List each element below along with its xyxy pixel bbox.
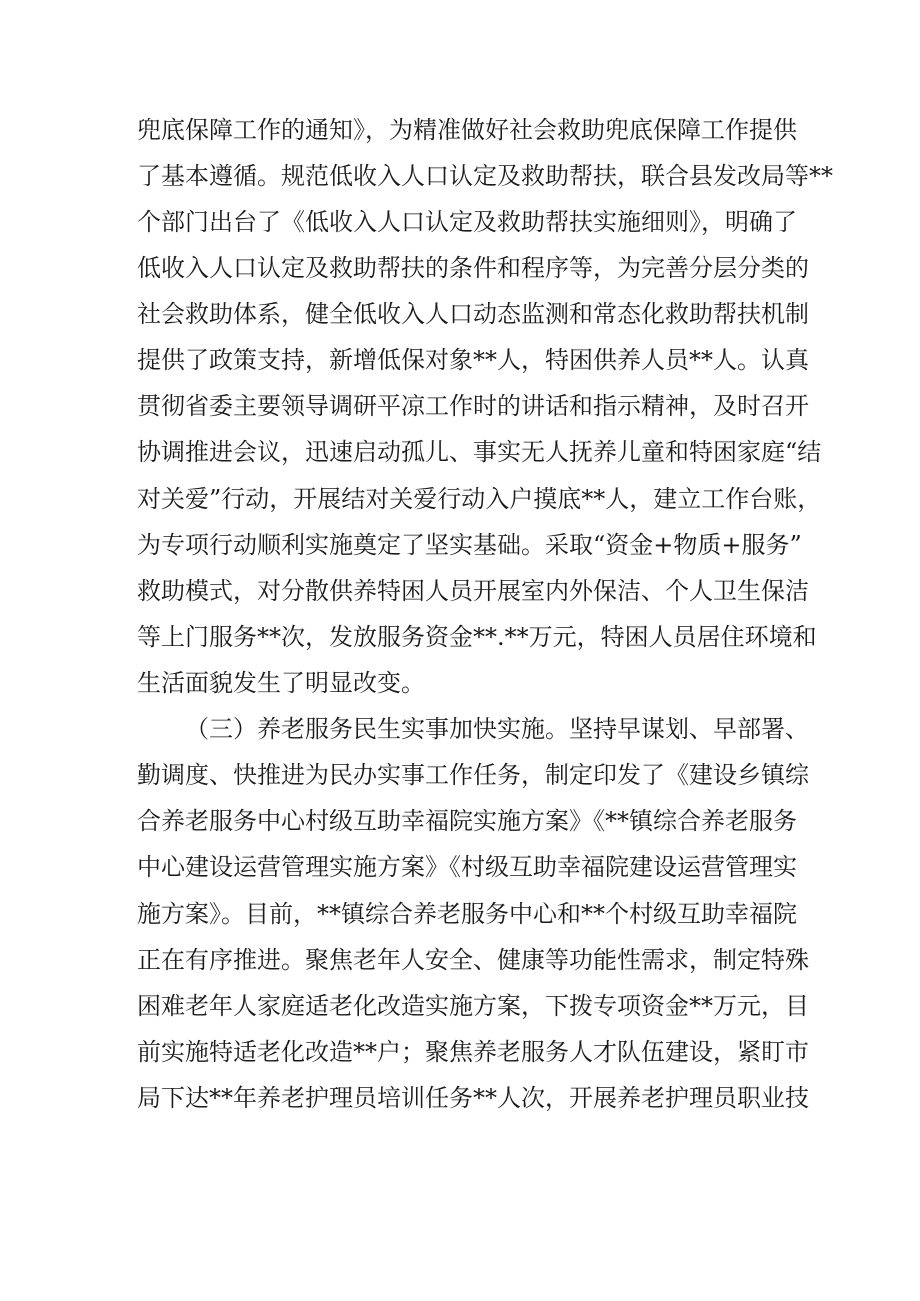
paragraph-2-line-3: 合养老服务中心村级互助幸福院实施方案》《**镇综合养老服务 bbox=[137, 807, 797, 835]
paragraph-2-line-9: 局下达**年养老护理员培训任务**人次，开展养老护理员职业技 bbox=[137, 1084, 809, 1112]
paragraph-1-line-5: 社会救助体系，健全低收入人口动态监测和常态化救助帮扶机制 bbox=[137, 300, 809, 328]
paragraph-1-line-11: 救助模式，对分散供养特困人员开展室内外保洁、个人卫生保洁 bbox=[137, 577, 809, 605]
paragraph-1-line-9: 对关爱”行动，开展结对关爱行动入户摸底**人，建立工作台账， bbox=[137, 485, 822, 513]
paragraph-1-line-2: 了基本遵循。规范低收入人口认定及救助帮扶，联合县发改局等** bbox=[137, 162, 833, 190]
paragraph-1-line-6: 提供了政策支持，新增低保对象**人，特困供养人员**人。认真 bbox=[137, 346, 809, 374]
paragraph-2-line-8: 前实施特适老化改造**户；聚焦养老服务人才队伍建设，紧盯市 bbox=[137, 1038, 809, 1066]
paragraph-2-line-5: 施方案》。目前，**镇综合养老服务中心和**个村级互助幸福院 bbox=[137, 900, 797, 928]
paragraph-1-line-8: 协调推进会议，迅速启动孤儿、事实无人抚养儿童和特困家庭“结 bbox=[137, 438, 822, 466]
paragraph-2-line-7: 困难老年人家庭适老化改造实施方案，下拨专项资金**万元，目 bbox=[137, 992, 809, 1020]
paragraph-1-line-7: 贯彻省委主要领导调研平凉工作时的讲话和指示精神，及时召开 bbox=[137, 392, 809, 420]
paragraph-2-line-2: 勤调度、快推进为民办实事工作任务，制定印发了《建设乡镇综 bbox=[137, 761, 809, 789]
paragraph-1-line-13: 生活面貌发生了明显改变。 bbox=[137, 669, 425, 697]
paragraph-1-line-12: 等上门服务**次，发放服务资金**.**万元，特困人员居住环境和 bbox=[137, 623, 817, 651]
paragraph-2-line-6: 正在有序推进。聚焦老年人安全、健康等功能性需求，制定特殊 bbox=[137, 946, 809, 974]
paragraph-1-line-1: 兜底保障工作的通知》，为精准做好社会救助兜底保障工作提供 bbox=[137, 116, 797, 144]
paragraph-1-line-10: 为专项行动顺利实施奠定了坚实基础。采取“资金+物质+服务” bbox=[137, 531, 802, 559]
paragraph-2-line-1: （三）养老服务民生实事加快实施。坚持早谋划、早部署、 bbox=[185, 715, 809, 743]
paragraph-2-line-4: 中心建设运营管理实施方案》《村级互助幸福院建设运营管理实 bbox=[137, 853, 797, 881]
paragraph-1-line-4: 低收入人口认定及救助帮扶的条件和程序等，为完善分层分类的 bbox=[137, 254, 809, 282]
paragraph-1-line-3: 个部门出台了《低收入人口认定及救助帮扶实施细则》，明确了 bbox=[137, 208, 797, 236]
